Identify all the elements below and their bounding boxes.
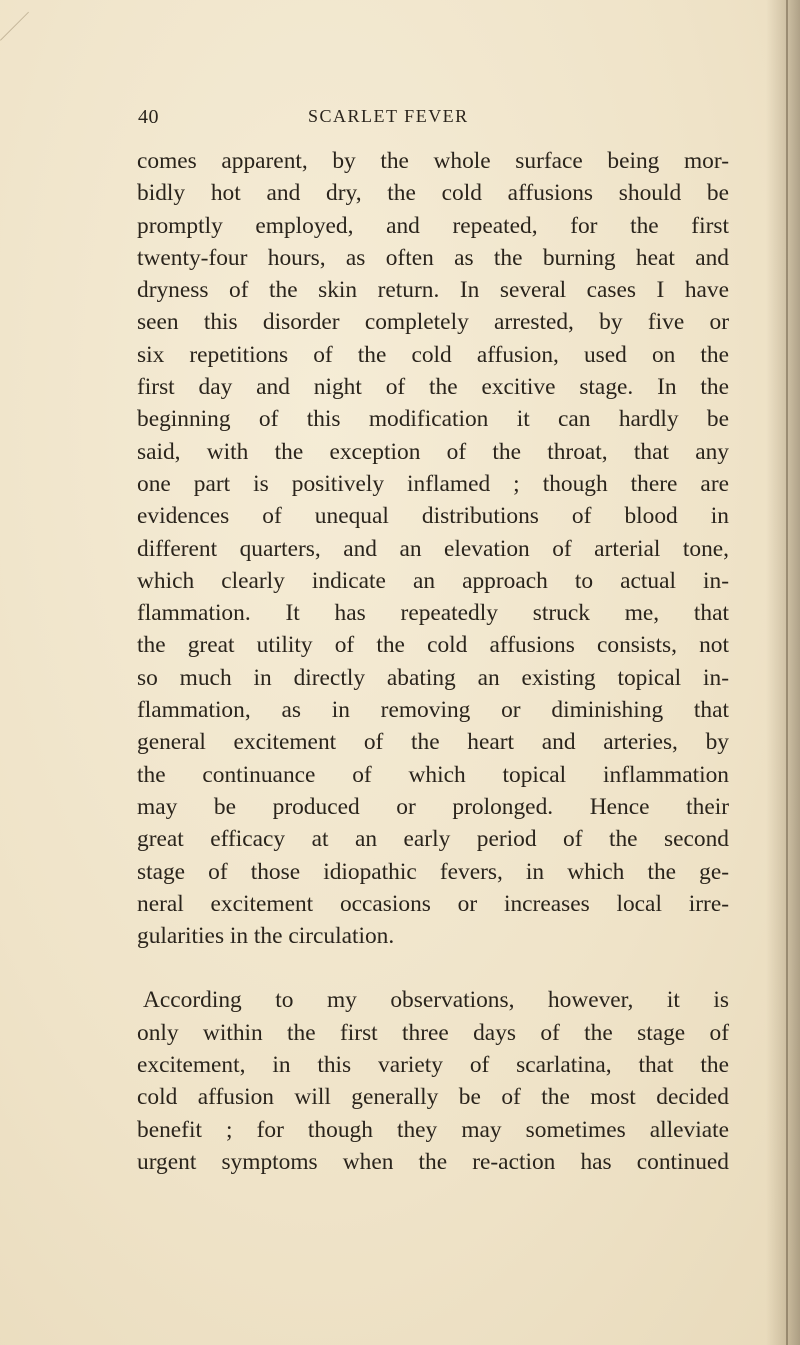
text-line: dryness of the skin return. In several cases I have — [137, 277, 729, 304]
paragraph-2 — [137, 984, 729, 1178]
text-line: the continuance of which topical inflammation — [137, 761, 729, 788]
text-line: benefit ; for though they may sometimes alleviate — [137, 1116, 729, 1143]
text-line: said, with the exception of the throat, that any — [137, 438, 729, 465]
text-line: may be produced or prolonged. Hence their — [137, 793, 729, 820]
text-line: urgent symptoms when the re-action has continued — [137, 1148, 729, 1175]
text-line: different quarters, and an elevation of arterial tone, — [137, 535, 729, 562]
spine-shadow — [766, 0, 800, 1345]
text-line: According to my observations, however, it is — [143, 987, 729, 1014]
text-line: first day and night of the excitive stage. In the — [137, 374, 729, 401]
text-line: so much in directly abating an existing topical in- — [137, 664, 729, 691]
text-line: comes apparent, by the whole surface being mor- — [137, 148, 729, 174]
body-text — [137, 145, 729, 1178]
text-line: promptly employed, and repeated, for the first — [137, 212, 729, 239]
page-header — [138, 106, 718, 136]
text-line: one part is positively inflamed ; though there are — [137, 470, 729, 497]
text-line: flammation, as in removing or diminishing that — [137, 697, 729, 724]
text-line: which clearly indicate an approach to actual in- — [137, 567, 729, 594]
text-line: stage of those idiopathic fevers, in which the ge- — [137, 858, 729, 885]
running-head: SCARLET FEVER — [308, 106, 469, 126]
text-line: bidly hot and dry, the cold affusions should be — [137, 180, 729, 207]
text-line: flammation. It has repeatedly struck me, that — [137, 600, 729, 627]
text-line: gularities in the circulation. — [137, 923, 395, 950]
text-line: neral excitement occasions or increases local irre- — [137, 890, 729, 917]
text-line: six repetitions of the cold affusion, used on the — [137, 341, 729, 368]
text-line: evidences of unequal distributions of blood in — [137, 503, 729, 530]
text-line: beginning of this modification it can hardly be — [137, 406, 729, 433]
text-line: general excitement of the heart and arteries, by — [137, 729, 729, 756]
text-line: twenty-four hours, as often as the burning heat and — [137, 244, 729, 271]
text-line: seen this disorder completely arrested, by five or — [137, 309, 729, 336]
page-corner-fold — [0, 12, 57, 69]
text-line: cold affusion will generally be of the most decided — [137, 1084, 729, 1111]
page-number: 40 — [138, 106, 159, 128]
paragraph-1 — [137, 145, 729, 952]
text-line: excitement, in this variety of scarlatina, that the — [137, 1052, 729, 1079]
text-line: only within the first three days of the stage of — [137, 1019, 729, 1046]
spine-edge — [786, 0, 788, 1345]
text-line: the great utility of the cold affusions consists, not — [137, 632, 729, 659]
text-line: great efficacy at an early period of the second — [137, 826, 729, 853]
